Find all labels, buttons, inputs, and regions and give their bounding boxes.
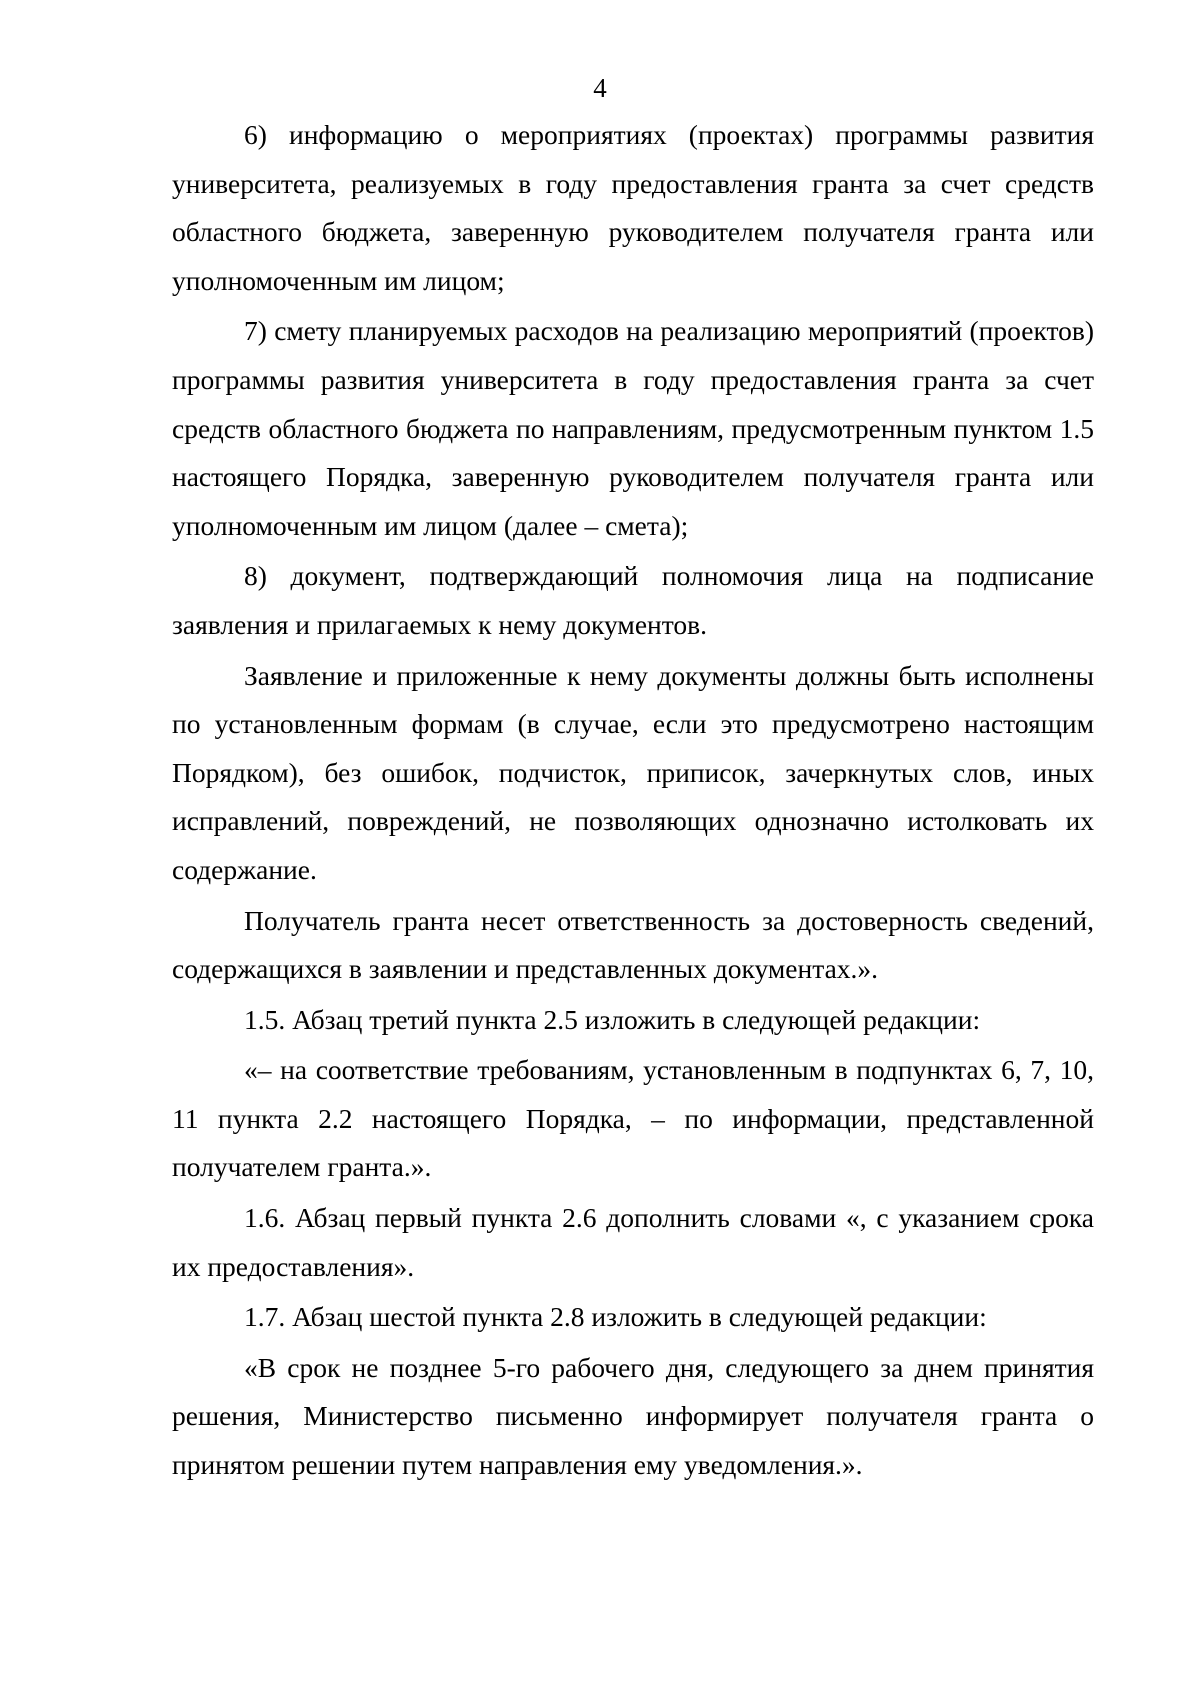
paragraph-amendment-1-7-text: «В срок не позднее 5-го рабочего дня, следующего за днем принятия решения, Министерство письменно информирует получателя гранта о принятом решении путем направления ему уведомления.». — [172, 1351, 1094, 1481]
paragraph-amendment-1-6: 1.6. Абзац первый пункта 2.6 дополнить словами «, с указанием срока их предоставления». — [172, 1202, 1094, 1282]
paragraph-document-requirements: Заявление и приложенные к нему документы должны быть исполнены по установленным формам (в случае, если это предусмотрено настоящим Порядком), без ошибок, подчисток, приписок, зачеркнутых слов, иных исправлений, повреждений, не позволяющих однозначно истолковать их содержание. — [172, 659, 1094, 885]
paragraph-amendment-1-7: 1.7. Абзац шестой пункта 2.8 изложить в следующей редакции: — [244, 1301, 987, 1333]
paragraph-amendment-1-5: 1.5. Абзац третий пункта 2.5 изложить в следующей редакции: — [244, 1003, 981, 1035]
paragraph-grant-recipient-responsibility: Получатель гранта несет ответственность за достоверность сведений, содержащихся в заявлении и представленных документах.». — [172, 904, 1094, 985]
paragraph-item-6-program-activities: 6) информацию о мероприятиях (проектах) программы развития университета, реализуемых в году предоставления гранта за счет средств областного бюджета, заверенную руководителем получателя гранта или уполномоченным им лицом; — [172, 119, 1094, 296]
paragraph-amendment-1-5-text: «– на соответствие требованиям, установленным в подпунктах 6, 7, 10, 11 пункта 2.2 настоящего Порядка, – по информации, представленной получателем гранта.». — [172, 1054, 1094, 1183]
paragraph-item-7-expense-estimate: 7) смету планируемых расходов на реализацию мероприятий (проектов) программы развития университета в году предоставления гранта за счет средств областного бюджета по направлениям, предусмотренным пунктом 1.5 настоящего Порядка, заверенную руководителем получателя гранта или уполномоченным им лицом (далее – смета); — [172, 315, 1094, 541]
paragraph-item-8-authority-document: 8) документ, подтверждающий полномочия лица на подписание заявления и прилагаемых к нему документов. — [172, 560, 1094, 640]
document-body — [172, 111, 1094, 1492]
page-number: 4 — [593, 73, 607, 103]
